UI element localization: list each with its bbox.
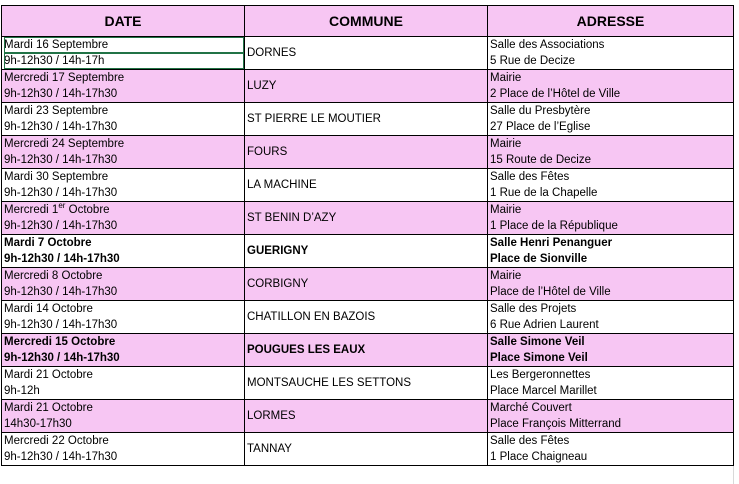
date-cell[interactable] [2, 268, 245, 301]
address-line-2: 1 Place Chaigneau [490, 451, 588, 463]
address-cell[interactable] [488, 367, 734, 400]
commune-cell[interactable]: ST PIERRE LE MOUTIER [245, 103, 488, 136]
commune-cell[interactable]: CORBIGNY [245, 268, 488, 301]
date-cell[interactable] [2, 400, 245, 433]
hours-text: 9h-12h30 / 14h-17h30 [4, 187, 118, 199]
date-text: Mardi 21 Octobre [4, 369, 93, 381]
table-row [2, 433, 734, 466]
commune-cell[interactable]: LA MACHINE [245, 169, 488, 202]
address-cell[interactable] [488, 235, 734, 268]
address-line-2: Place Marcel Marillet [490, 385, 597, 397]
address-cell[interactable] [488, 169, 734, 202]
address-line-1: Salle des Fêtes [490, 435, 570, 447]
address-line-2: 5 Rue de Decize [490, 55, 576, 67]
header-commune[interactable]: COMMUNE [245, 6, 488, 37]
date-cell[interactable] [2, 202, 245, 235]
table-row [2, 169, 734, 202]
date-cell[interactable] [2, 235, 245, 268]
hours-text: 9h-12h30 / 14h-17h [4, 53, 244, 69]
header-row [2, 6, 734, 37]
hours-text: 14h30-17h30 [4, 418, 72, 430]
address-cell[interactable] [488, 400, 734, 433]
address-cell[interactable] [488, 136, 734, 169]
date-text: Mardi 7 Octobre [4, 237, 92, 249]
date-cell[interactable] [2, 301, 245, 334]
date-cell[interactable] [2, 37, 245, 70]
table-row [2, 400, 734, 433]
address-line-2: 1 Rue de la Chapelle [490, 187, 598, 199]
date-cell[interactable] [2, 70, 245, 103]
address-line-2: Place de Sionville [490, 253, 588, 265]
date-cell[interactable] [2, 169, 245, 202]
date-text: Mardi 30 Septembre [4, 171, 109, 183]
hours-text: 9h-12h30 / 14h-17h30 [4, 121, 118, 133]
address-line-1: Marché Couvert [490, 402, 572, 414]
hours-text: 9h-12h30 / 14h-17h30 [4, 286, 118, 298]
hours-text: 9h-12h30 / 14h-17h30 [4, 352, 120, 364]
address-line-1: Mairie [490, 138, 522, 150]
address-line-2: 2 Place de l’Hôtel de Ville [490, 88, 621, 100]
address-line-1: Salle des Fêtes [490, 171, 570, 183]
address-line-1: Salle des Associations [490, 39, 605, 51]
date-cell[interactable] [2, 433, 245, 466]
date-text-main: Mercredi 1 [4, 204, 59, 216]
address-line-2: Place Simone Veil [490, 352, 588, 364]
commune-cell[interactable]: FOURS [245, 136, 488, 169]
hours-text: 9h-12h30 / 14h-17h30 [4, 88, 118, 100]
date-text: Mardi 23 Septembre [4, 105, 109, 117]
hours-text: 9h-12h30 / 14h-17h30 [4, 154, 118, 166]
date-cell[interactable] [2, 334, 245, 367]
address-line-2: 6 Rue Adrien Laurent [490, 319, 599, 331]
address-line-1: Les Bergeronnettes [490, 369, 591, 381]
address-cell[interactable] [488, 37, 734, 70]
table-row [2, 334, 734, 367]
address-cell[interactable] [488, 334, 734, 367]
address-line-2: Place de l’Hôtel de Ville [490, 286, 611, 298]
address-line-2: 15 Route de Decize [490, 154, 592, 166]
date-cell[interactable] [2, 367, 245, 400]
table-row [2, 235, 734, 268]
date-text: Mercredi 22 Octobre [4, 435, 109, 447]
date-text-month: Octobre [65, 204, 110, 216]
commune-cell[interactable]: GUERIGNY [245, 235, 488, 268]
address-line-1: Salle du Presbytère [490, 105, 591, 117]
commune-cell[interactable]: POUGUES LES EAUX [245, 334, 488, 367]
header-date[interactable]: DATE [2, 6, 245, 37]
address-cell[interactable] [488, 70, 734, 103]
address-cell[interactable] [488, 268, 734, 301]
address-line-1: Salle Simone Veil [490, 336, 585, 348]
header-adresse[interactable]: ADRESSE [488, 6, 734, 37]
hours-text: 9h-12h30 / 14h-17h30 [4, 451, 118, 463]
address-cell[interactable] [488, 103, 734, 136]
address-cell[interactable] [488, 202, 734, 235]
table-row [2, 301, 734, 334]
commune-cell[interactable]: DORNES [245, 37, 488, 70]
commune-cell[interactable]: CHATILLON EN BAZOIS [245, 301, 488, 334]
address-cell[interactable] [488, 433, 734, 466]
date-text [4, 202, 244, 218]
date-cell[interactable] [2, 103, 245, 136]
table-row [2, 268, 734, 301]
commune-cell[interactable]: MONTSAUCHE LES SETTONS [245, 367, 488, 400]
commune-cell[interactable]: LUZY [245, 70, 488, 103]
date-cell[interactable] [2, 136, 245, 169]
commune-cell[interactable]: ST BENIN D’AZY [245, 202, 488, 235]
date-text: Mardi 21 Octobre [4, 402, 93, 414]
address-line-1: Mairie [490, 270, 522, 282]
date-text: Mercredi 8 Octobre [4, 270, 103, 282]
commune-cell[interactable]: LORMES [245, 400, 488, 433]
address-line-1: Salle Henri Penanguer [490, 237, 613, 249]
date-text: Mardi 14 Octobre [4, 303, 93, 315]
table-row [2, 70, 734, 103]
address-line-1: Mairie [490, 72, 522, 84]
table-row [2, 367, 734, 400]
address-line-2: Place François Mitterrand [490, 418, 622, 430]
address-line-2: 1 Place de la République [490, 220, 618, 232]
address-line-1: Mairie [490, 204, 522, 216]
date-ordinal: er [58, 201, 66, 211]
hours-text: 9h-12h30 / 14h-17h30 [4, 253, 120, 265]
date-text: Mercredi 17 Septembre [4, 72, 125, 84]
address-line-2: 27 Place de l’Eglise [490, 121, 591, 133]
date-text: Mardi 16 Septembre [4, 37, 244, 53]
date-text: Mercredi 24 Septembre [4, 138, 125, 150]
hours-text: 9h-12h30 / 14h-17h30 [4, 220, 118, 232]
date-text: Mercredi 15 Octobre [4, 336, 116, 348]
hours-text: 9h-12h [4, 385, 40, 397]
hours-text: 9h-12h30 / 14h-17h30 [4, 319, 118, 331]
table-row [2, 202, 734, 235]
schedule-table [1, 5, 734, 466]
address-line-1: Salle des Projets [490, 303, 577, 315]
table-row [2, 136, 734, 169]
table-row [2, 37, 734, 70]
address-cell[interactable] [488, 301, 734, 334]
commune-cell[interactable]: TANNAY [245, 433, 488, 466]
table-row [2, 103, 734, 136]
